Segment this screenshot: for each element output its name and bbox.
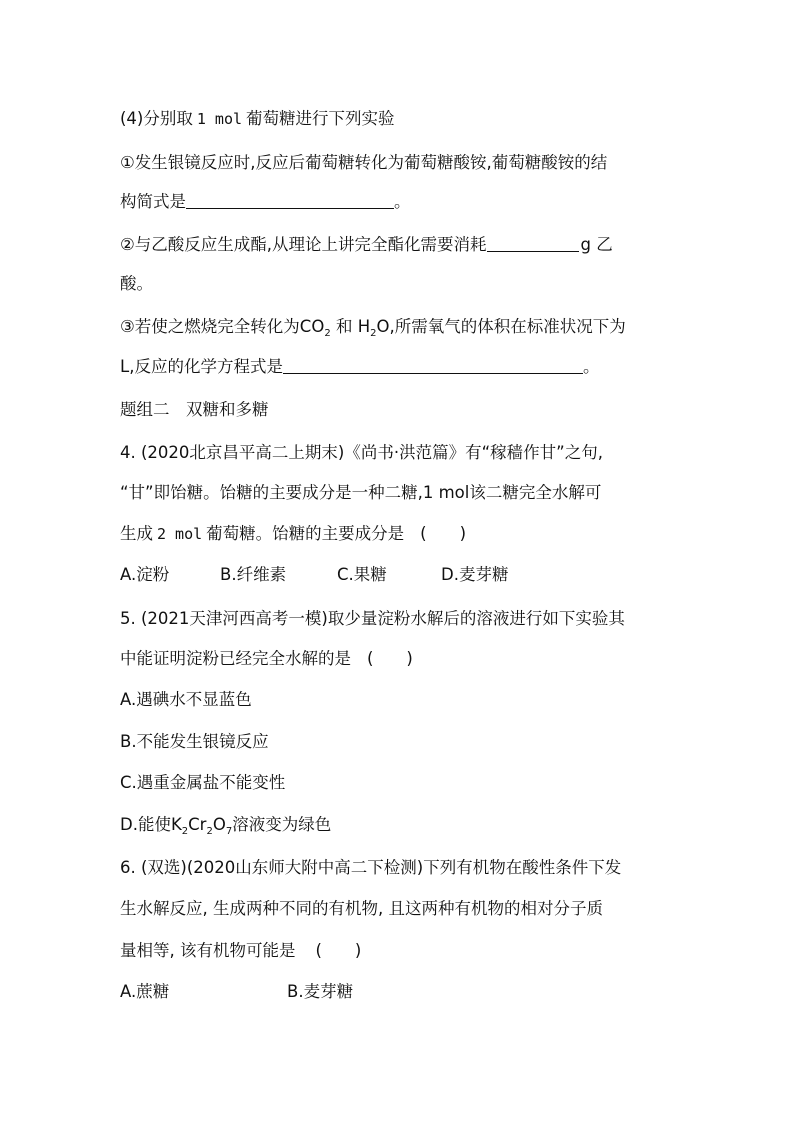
- q4-line3-b: 葡萄糖。饴糖的主要成分是: [206, 524, 405, 543]
- formula-h2o: [357, 317, 390, 339]
- answer-paren[interactable]: ( ): [367, 649, 413, 668]
- cr-symbol: Cr: [188, 815, 207, 834]
- q3-sub3-line1: [120, 316, 626, 345]
- sub3-label: L,反应的化学方程式是: [120, 357, 283, 376]
- formula-co2: [299, 317, 331, 339]
- answer-blank-equation[interactable]: [283, 357, 583, 374]
- q5-option-d[interactable]: [120, 814, 331, 843]
- q5-d-pre: D.能使: [120, 815, 171, 834]
- q6-option-a[interactable]: A.蔗糖: [120, 982, 170, 1001]
- co2-main: CO: [299, 317, 325, 336]
- sub1-label: 构简式是: [120, 192, 186, 211]
- q3-sub2-line1: [120, 234, 613, 256]
- h2o-o: O: [376, 317, 390, 336]
- q4-options: [120, 564, 508, 586]
- answer-paren[interactable]: ( ): [420, 524, 467, 543]
- q5-line1: 5. (2021天津河西高考一模)取少量淀粉水解后的溶液进行如下实验其: [120, 609, 625, 628]
- q4-amount: 2 mol: [157, 525, 203, 543]
- q6-option-b[interactable]: B.麦芽糖: [287, 982, 354, 1001]
- q6-options: [120, 981, 353, 1003]
- o-sub: 7: [225, 826, 233, 837]
- intro-amount: 1 mol: [196, 110, 243, 128]
- q3-sub2-line2: 酸。: [120, 274, 153, 293]
- q6-line1: 6. (双选)(2020山东师大附中高二下检测)下列有机物在酸性条件下发: [120, 858, 622, 877]
- q5-line2: [120, 648, 413, 670]
- q4-line1: 4. (2020北京昌平高二上期末)《尚书·洪范篇》有“稼穑作甘”之句,: [120, 443, 603, 462]
- answer-blank-structure[interactable]: [186, 192, 394, 209]
- q5-line2-text: 中能证明淀粉已经完全水解的是: [120, 649, 351, 668]
- k-sub: 2: [181, 826, 189, 837]
- answer-paren[interactable]: ( ): [315, 941, 362, 960]
- q4-option-a[interactable]: A.淀粉: [120, 565, 170, 584]
- o-symbol: O: [212, 815, 226, 834]
- group2-title: 题组二 双糖和多糖: [120, 400, 269, 419]
- q4-line3-a: 生成: [120, 524, 153, 543]
- q5-option-a[interactable]: A.遇碘水不显蓝色: [120, 690, 252, 709]
- sub1-end: 。: [394, 192, 411, 211]
- q5-d-post: 溶液变为绿色: [232, 815, 332, 834]
- q6-line3: [120, 940, 361, 962]
- q6-line3-text: 量相等, 该有机物可能是: [120, 941, 296, 960]
- answer-blank-acetic-acid-mass[interactable]: [487, 235, 579, 252]
- h2o-h: H: [357, 317, 371, 336]
- sub3-end: 。: [582, 357, 600, 376]
- cr-sub: 2: [206, 826, 213, 837]
- q4-option-c[interactable]: C.果糖: [337, 565, 387, 584]
- q3-part4-intro: [120, 108, 395, 130]
- sub2-unit: g 乙: [580, 235, 613, 254]
- q4-line3: [120, 523, 466, 545]
- q5-option-b[interactable]: B.不能发生银镜反应: [120, 732, 269, 751]
- sub3-text-b: ,所需氧气的体积在标准状况下为: [389, 317, 626, 336]
- and-word: 和: [335, 317, 353, 336]
- q5-option-c[interactable]: C.遇重金属盐不能变性: [120, 773, 286, 792]
- h2o-sub: 2: [370, 328, 377, 339]
- q6-line2: 生水解反应, 生成两种不同的有机物, 且这两种有机物的相对分子质: [120, 899, 603, 918]
- sub2-text: ②与乙酸反应生成酯,从理论上讲完全酯化需要消耗: [120, 235, 487, 254]
- q3-sub1-line1: ①发生银镜反应时,反应后葡萄糖转化为葡萄糖酸铵,葡萄糖酸铵的结: [120, 153, 608, 172]
- sub3-text-a: ③若使之燃烧完全转化为: [120, 317, 300, 336]
- q4-option-b[interactable]: B.纤维素: [220, 565, 287, 584]
- q4-option-d[interactable]: D.麦芽糖: [441, 565, 509, 584]
- q4-line2: “甘”即饴糖。饴糖的主要成分是一种二糖,1 mol该二糖完全水解可: [120, 483, 602, 502]
- k-symbol: K: [170, 815, 182, 834]
- intro-rest: 葡萄糖进行下列实验: [246, 109, 395, 128]
- intro-label: (4)分别取: [120, 109, 193, 128]
- q3-sub1-line2: [120, 191, 411, 213]
- formula-k2cr2o7: [170, 815, 233, 837]
- q3-sub3-line2: [120, 356, 599, 378]
- co2-sub: 2: [324, 328, 331, 339]
